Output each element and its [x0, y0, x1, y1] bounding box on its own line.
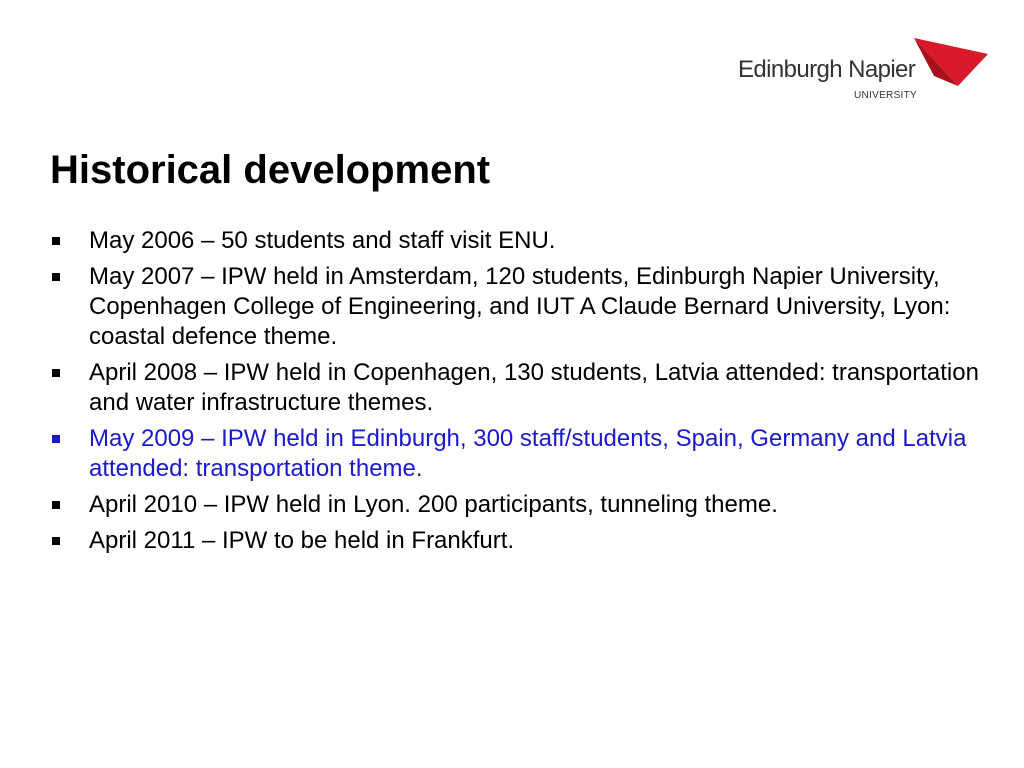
bullet-item-2009	[52, 424, 1002, 484]
bullet-square-icon	[52, 501, 60, 509]
bullet-text: May 2009 – IPW held in Edinburgh, 300 staff/students, Spain, Germany and Latvia attended: transportation theme.	[89, 425, 967, 482]
bullet-text: May 2007 – IPW held in Amsterdam, 120 students, Edinburgh Napier University, Copenhagen College of Engineering, and IUT A Claude Bernard University, Lyon: coastal defence theme.	[89, 263, 951, 350]
bullet-item-2008	[52, 358, 1002, 418]
bullet-square-icon	[52, 369, 60, 377]
logo-name: Edinburgh Napier	[738, 56, 916, 83]
university-logo	[738, 38, 988, 102]
slide-title: Historical development	[50, 148, 491, 192]
bullet-square-icon	[52, 537, 60, 545]
bullet-text: April 2008 – IPW held in Copenhagen, 130 students, Latvia attended: transportation and water infrastructure themes.	[89, 359, 979, 416]
bullet-list	[52, 226, 1002, 562]
bullet-text: April 2011 – IPW to be held in Frankfurt.	[89, 527, 515, 554]
bullet-text: April 2010 – IPW held in Lyon. 200 participants, tunneling theme.	[89, 491, 778, 518]
bullet-square-icon	[52, 237, 60, 245]
logo-subtitle: UNIVERSITY	[854, 90, 918, 101]
bullet-item-2007	[52, 262, 1002, 352]
logo-flag-icon	[914, 38, 988, 88]
bullet-item-2006	[52, 226, 1002, 256]
bullet-item-2010	[52, 490, 1002, 520]
bullet-text: May 2006 – 50 students and staff visit ENU.	[89, 227, 556, 254]
bullet-item-2011	[52, 526, 1002, 556]
bullet-square-icon	[52, 273, 60, 281]
bullet-square-icon	[52, 435, 60, 443]
